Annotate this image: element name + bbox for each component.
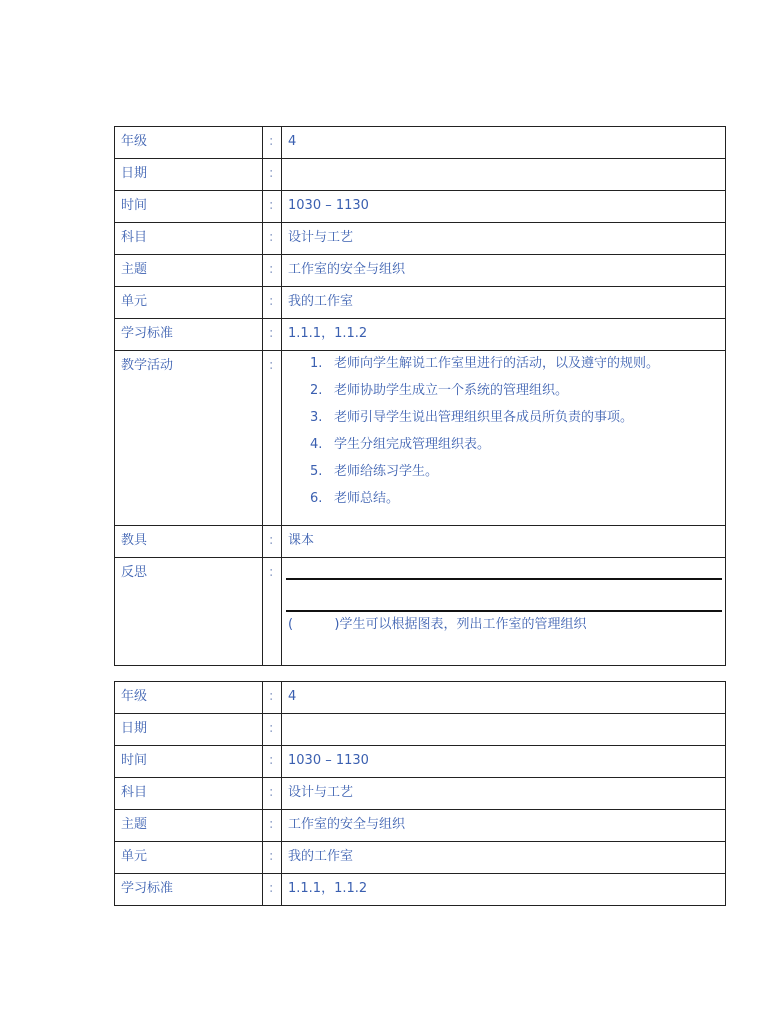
grade-value: 4 — [282, 127, 726, 159]
colon-separator: : — [263, 526, 282, 558]
colon-separator: : — [263, 127, 282, 159]
topic-value: 工作室的安全与组织 — [282, 810, 726, 842]
activity-text: 老师总结。 — [334, 491, 400, 506]
date-row — [115, 159, 726, 191]
standard-row — [115, 319, 726, 351]
lesson-plan-table — [114, 126, 726, 666]
unit-label: 单元 — [115, 287, 263, 319]
colon-separator: : — [263, 287, 282, 319]
unit-row — [115, 287, 726, 319]
standard-label: 学习标准 — [115, 874, 263, 906]
colon-separator: : — [263, 746, 282, 778]
activity-item — [310, 411, 719, 438]
activity-text: 老师给练习学生。 — [334, 464, 439, 479]
subject-row — [115, 223, 726, 255]
activities-value — [282, 351, 726, 526]
activity-text: 老师向学生解说工作室里进行的活动，以及遵守的规则。 — [334, 356, 660, 371]
subject-label: 科目 — [115, 778, 263, 810]
unit-row — [115, 842, 726, 874]
standard-value: 1.1.1，1.1.2 — [282, 874, 726, 906]
colon-separator: : — [263, 810, 282, 842]
date-value — [282, 714, 726, 746]
colon-separator: : — [263, 682, 282, 714]
colon-separator: : — [263, 223, 282, 255]
time-row — [115, 191, 726, 223]
grade-value: 4 — [282, 682, 726, 714]
reflection-value — [282, 558, 726, 666]
time-label: 时间 — [115, 746, 263, 778]
activity-number: 4. — [310, 437, 323, 452]
date-row — [115, 714, 726, 746]
colon-separator: : — [263, 191, 282, 223]
lesson-plan-table — [114, 681, 726, 906]
colon-separator: : — [263, 558, 282, 666]
grade-label: 年级 — [115, 682, 263, 714]
activity-item — [310, 357, 719, 384]
activity-list — [288, 357, 719, 519]
date-value — [282, 159, 726, 191]
topic-label: 主题 — [115, 810, 263, 842]
colon-separator: : — [263, 778, 282, 810]
activity-number: 5. — [310, 464, 323, 479]
activity-number: 1. — [310, 356, 323, 371]
time-value: 1030 – 1130 — [282, 746, 726, 778]
colon-separator: : — [263, 255, 282, 287]
standard-row — [115, 874, 726, 906]
reflection-writing-line — [286, 578, 722, 580]
time-value: 1030 – 1130 — [282, 191, 726, 223]
colon-separator: : — [263, 351, 282, 526]
topic-label: 主题 — [115, 255, 263, 287]
time-label: 时间 — [115, 191, 263, 223]
standard-label: 学习标准 — [115, 319, 263, 351]
materials-row — [115, 526, 726, 558]
reflection-row — [115, 558, 726, 666]
colon-separator: : — [263, 874, 282, 906]
unit-label: 单元 — [115, 842, 263, 874]
grade-label: 年级 — [115, 127, 263, 159]
grade-row — [115, 127, 726, 159]
subject-value: 设计与工艺 — [282, 223, 726, 255]
activity-item — [310, 492, 719, 519]
materials-value: 课本 — [282, 526, 726, 558]
colon-separator: : — [263, 842, 282, 874]
activity-item — [310, 438, 719, 465]
subject-row — [115, 778, 726, 810]
unit-value: 我的工作室 — [282, 842, 726, 874]
activity-text: 老师引导学生说出管理组织里各成员所负责的事项。 — [334, 410, 634, 425]
grade-row — [115, 682, 726, 714]
colon-separator: : — [263, 159, 282, 191]
activity-text: 老师协助学生成立一个系统的管理组织。 — [334, 383, 569, 398]
activity-item — [310, 384, 719, 411]
activities-label: 教学活动 — [115, 351, 263, 526]
unit-value: 我的工作室 — [282, 287, 726, 319]
activity-number: 6. — [310, 491, 323, 506]
activities-row — [115, 351, 726, 526]
reflection-label: 反思 — [115, 558, 263, 666]
colon-separator: : — [263, 319, 282, 351]
activity-number: 3. — [310, 410, 323, 425]
date-label: 日期 — [115, 714, 263, 746]
subject-value: 设计与工艺 — [282, 778, 726, 810]
reflection-writing-line — [286, 610, 722, 612]
reflection-text: ( )学生可以根据图表，列出工作室的管理组织 — [288, 617, 587, 632]
activity-item — [310, 465, 719, 492]
subject-label: 科目 — [115, 223, 263, 255]
topic-value: 工作室的安全与组织 — [282, 255, 726, 287]
materials-label: 教具 — [115, 526, 263, 558]
time-row — [115, 746, 726, 778]
activity-number: 2. — [310, 383, 323, 398]
topic-row — [115, 810, 726, 842]
activity-text: 学生分组完成管理组织表。 — [334, 437, 491, 452]
date-label: 日期 — [115, 159, 263, 191]
topic-row — [115, 255, 726, 287]
colon-separator: : — [263, 714, 282, 746]
standard-value: 1.1.1，1.1.2 — [282, 319, 726, 351]
